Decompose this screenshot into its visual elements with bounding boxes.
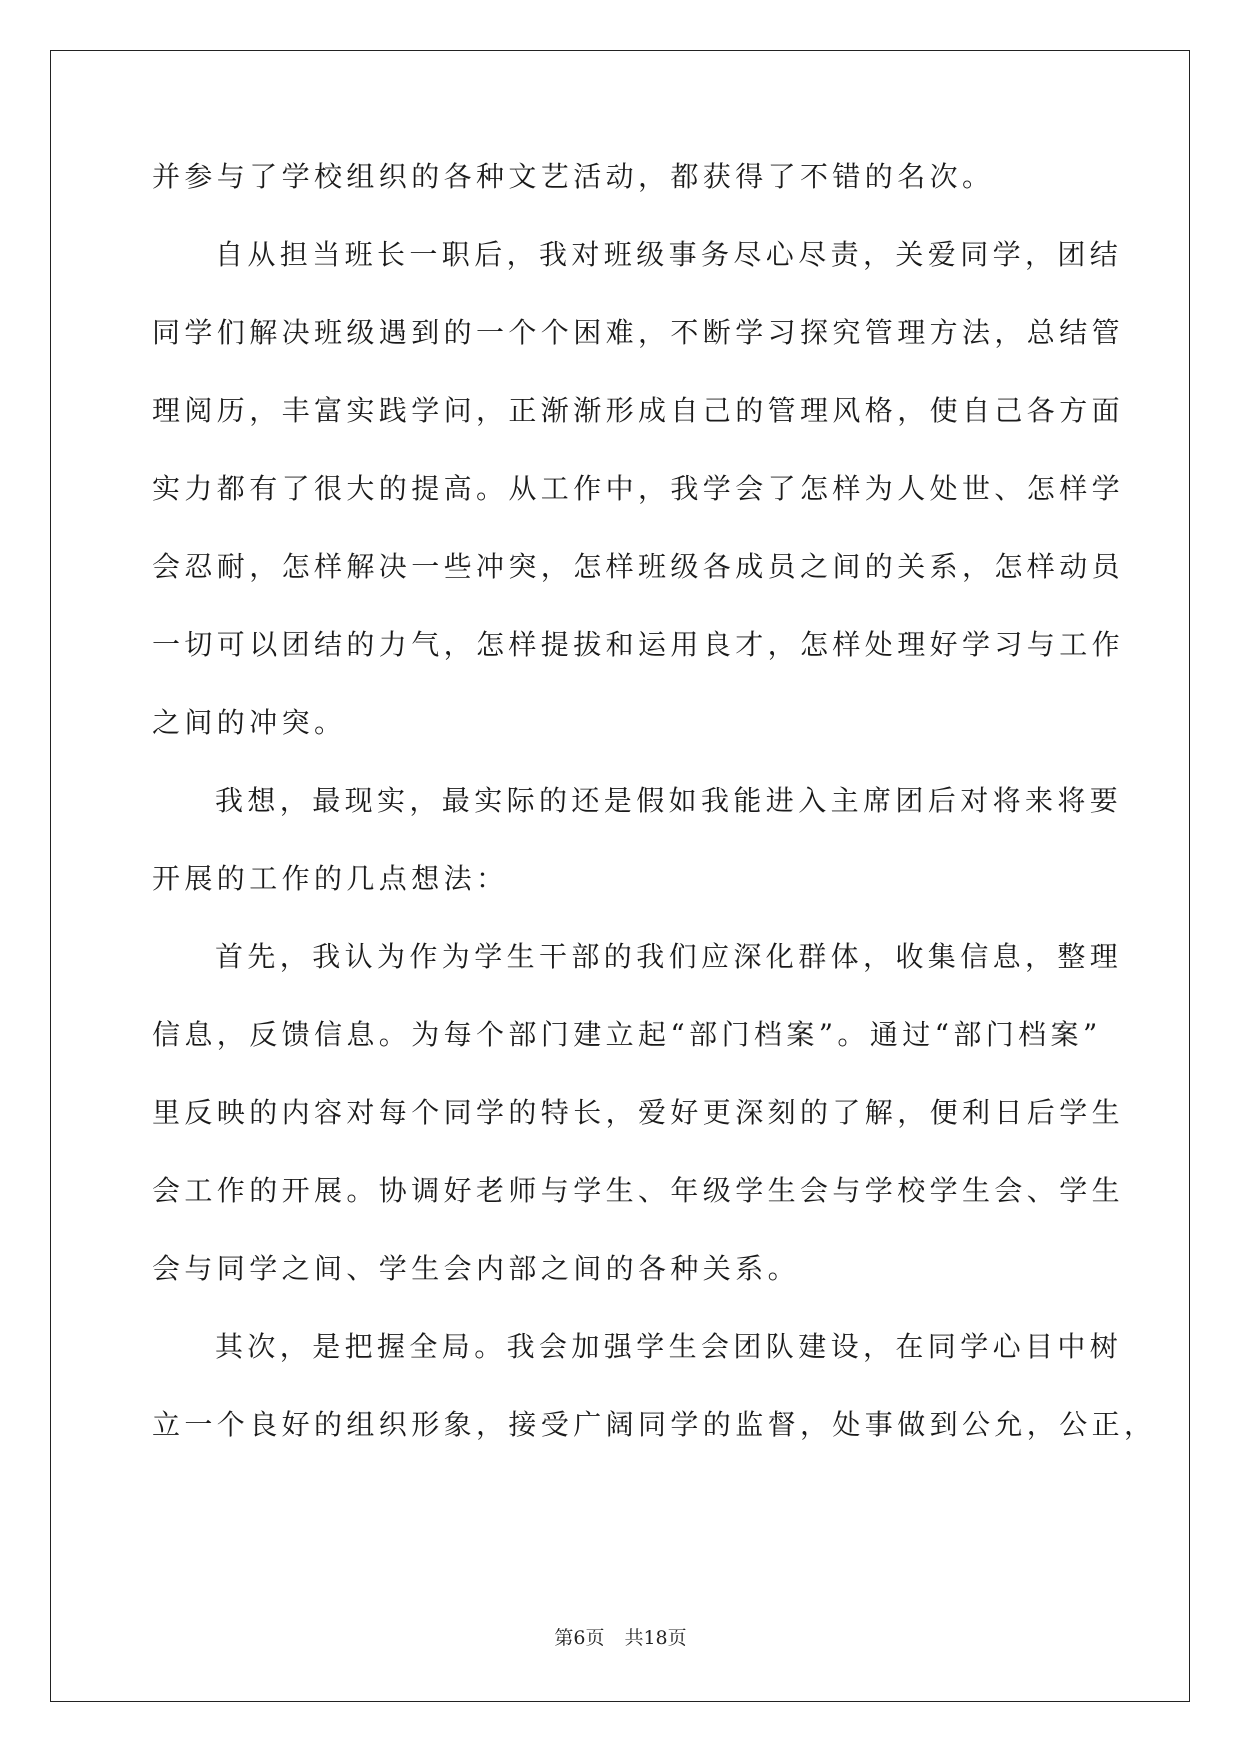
text-line: 里反映的内容对每个同学的特长，爱好更深刻的了解，便利日后学生 [152,1096,1125,1129]
text-line: 自从担当班长一职后，我对班级事务尽心尽责，关爱同学，团结 [215,238,1123,271]
page-total: 共18页 [624,1627,687,1649]
text-line: 其次，是把握全局。我会加强学生会团队建设，在同学心目中树 [215,1330,1123,1363]
text-line: 同学们解决班级遇到的一个个困难，不断学习探究管理方法，总结管 [152,316,1125,349]
text-line: 并参与了学校组织的各种文艺活动，都获得了不错的名次。 [152,160,995,193]
text-line: 一切可以团结的力气，怎样提拔和运用良才，怎样处理好学习与工作 [152,628,1125,661]
text-line: 会与同学之间、学生会内部之间的各种关系。 [152,1252,801,1285]
text-line: 立一个良好的组织形象，接受广阔同学的监督，处事做到公允，公正， [152,1408,1157,1441]
page-number: 第6页 [554,1627,605,1649]
text-line: 会工作的开展。协调好老师与学生、年级学生会与学校学生会、学生 [152,1174,1125,1207]
text-line: 会忍耐，怎样解决一些冲突，怎样班级各成员之间的关系，怎样动员 [152,550,1125,583]
page-footer [0,1626,1241,1650]
text-line: 开展的工作的几点想法： [152,862,509,895]
text-line: 理阅历，丰富实践学问，正渐渐形成自己的管理风格，使自己各方面 [152,394,1125,427]
text-line: 实力都有了很大的提高。从工作中，我学会了怎样为人处世、怎样学 [152,472,1125,505]
text-line: 信息，反馈信息。为每个部门建立起“部门档案”。通过“部门档案” [152,1018,1102,1051]
text-line: 我想，最现实，最实际的还是假如我能进入主席团后对将来将要 [215,784,1123,817]
text-line: 之间的冲突。 [152,706,347,739]
text-line: 首先，我认为作为学生干部的我们应深化群体，收集信息，整理 [215,940,1123,973]
document-body [152,160,1157,1486]
